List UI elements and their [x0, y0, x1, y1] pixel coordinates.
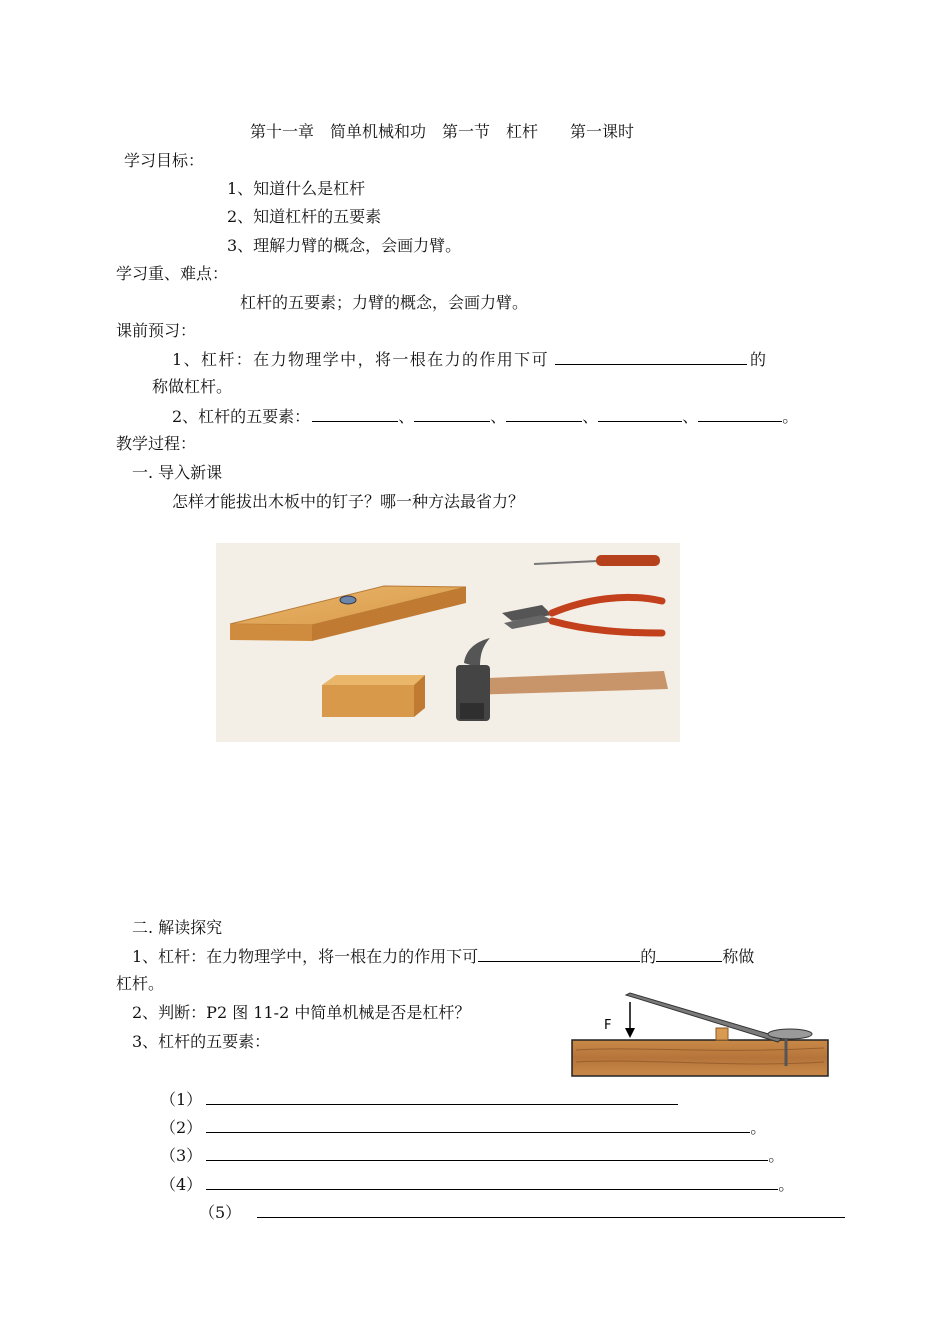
- preview-q2: [172, 406, 798, 427]
- element-item-2: [160, 1117, 766, 1138]
- lever-bar: [626, 993, 782, 1042]
- blank-field[interactable]: [206, 1089, 678, 1105]
- blank-field[interactable]: [656, 946, 722, 962]
- period: 。: [768, 1146, 785, 1165]
- section2-q1-cont: 杠杆。: [116, 974, 165, 993]
- section2-q1: [132, 946, 754, 967]
- separator: 、: [582, 407, 599, 426]
- nail-head: [768, 1029, 812, 1039]
- element-number: （4）: [160, 1175, 203, 1194]
- nail-head: [340, 596, 356, 604]
- section2-title: 二. 解读探究: [132, 918, 223, 937]
- element-item-1: [160, 1089, 678, 1110]
- separator: 、: [682, 407, 699, 426]
- wooden-block: [322, 675, 425, 717]
- element-number: （3）: [160, 1146, 203, 1165]
- lever-nail-diagram: [570, 992, 830, 1078]
- separator: 、: [398, 407, 415, 426]
- preview-q2-label: 2、杠杆的五要素：: [172, 407, 311, 426]
- section2-q1-text: 1、杠杆：在力物理学中，将一根在力的作用下可: [132, 947, 479, 966]
- key-points-heading: 学习重、难点：: [116, 264, 229, 283]
- period: 。: [778, 1175, 795, 1194]
- section2-q2: 2、判断：P2 图 11-2 中简单机械是否是杠杆？: [132, 1003, 471, 1022]
- blank-field[interactable]: [206, 1117, 750, 1133]
- blank-field[interactable]: [414, 406, 490, 422]
- process-heading: 教学过程：: [116, 434, 197, 453]
- blank-field[interactable]: [312, 406, 398, 422]
- section2-q1-text-2: 的: [640, 947, 657, 966]
- blank-field[interactable]: [478, 946, 640, 962]
- element-item-4: [160, 1174, 794, 1195]
- period: 。: [750, 1118, 767, 1137]
- wooden-plank: [572, 1040, 828, 1076]
- preview-q1: [172, 349, 766, 370]
- objective-item: 2、知道杠杆的五要素: [227, 207, 382, 226]
- element-number: （1）: [160, 1090, 203, 1109]
- page-title: 第十一章 简单机械和功 第一节 杠杆 第一课时: [250, 122, 635, 141]
- key-points-text: 杠杆的五要素；力臂的概念，会画力臂。: [240, 293, 529, 312]
- preview-q1-text: 1、杠杆：在力物理学中，将一根在力的作用下可: [172, 350, 549, 369]
- section2-q3: 3、杠杆的五要素：: [132, 1032, 271, 1051]
- blank-field[interactable]: [698, 406, 782, 422]
- section1-title: 一. 导入新课: [132, 463, 223, 482]
- objectives-heading: 学习目标：: [124, 151, 205, 170]
- element-item-5: [199, 1202, 845, 1223]
- fulcrum-block: [716, 1028, 728, 1040]
- blank-field[interactable]: [555, 349, 747, 365]
- period: 。: [782, 407, 799, 426]
- section2-q1-text-3: 称做: [722, 947, 755, 966]
- force-label: F: [604, 1018, 612, 1033]
- element-number: （5）: [199, 1203, 242, 1222]
- separator: 、: [490, 407, 507, 426]
- blank-field[interactable]: [206, 1174, 778, 1190]
- blank-field[interactable]: [206, 1145, 768, 1161]
- objective-item: 1、知道什么是杠杆: [227, 179, 366, 198]
- preview-heading: 课前预习：: [116, 321, 197, 340]
- element-item-3: [160, 1145, 784, 1166]
- preview-q1-cont: 称做杠杆。: [152, 377, 233, 396]
- objective-item: 3、理解力臂的概念，会画力臂。: [227, 236, 462, 255]
- blank-field[interactable]: [257, 1202, 845, 1218]
- blank-field[interactable]: [598, 406, 682, 422]
- section1-question: 怎样才能拔出木板中的钉子？哪一种方法最省力？: [172, 492, 525, 511]
- blank-field[interactable]: [506, 406, 582, 422]
- arrow-head-icon: [625, 1028, 635, 1038]
- preview-q1-text-2: 的: [749, 350, 766, 369]
- element-number: （2）: [160, 1118, 203, 1137]
- tools-illustration: [216, 543, 680, 742]
